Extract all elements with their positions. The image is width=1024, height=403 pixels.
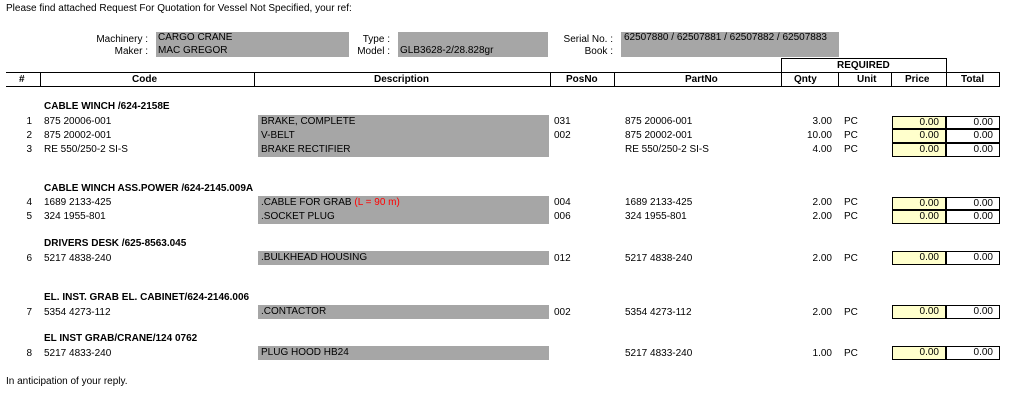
row-qnty: 2.00 <box>812 253 832 264</box>
row-posno: 002 <box>554 130 571 141</box>
row-qnty: 1.00 <box>812 348 832 359</box>
row-code: 875 20006-001 <box>44 116 112 127</box>
row-price-input[interactable]: 0.00 <box>892 116 946 129</box>
row-partno: 5217 4833-240 <box>625 348 693 359</box>
row-desc: .BULKHEAD HOUSING <box>261 252 368 263</box>
group-title: EL. INST. GRAB EL. CABINET/624-2146.006 <box>44 292 250 303</box>
row-total: 0.00 <box>946 346 1000 360</box>
row-price-input[interactable]: 0.00 <box>892 346 946 360</box>
machinery-field <box>156 32 349 44</box>
type-label: Type : <box>362 34 390 45</box>
col-divider-1 <box>40 72 41 87</box>
row-total: 0.00 <box>946 129 1000 143</box>
row-total: 0.00 <box>946 210 1000 224</box>
col-partno: PartNo <box>685 74 718 85</box>
row-total: 0.00 <box>946 251 1000 265</box>
row-qnty: 2.00 <box>812 307 832 318</box>
row-partno: 5217 4838-240 <box>625 253 693 264</box>
row-unit: PC <box>844 253 858 264</box>
outro-text: In anticipation of your reply. <box>6 376 128 387</box>
row-code: 1689 2133-425 <box>44 197 112 208</box>
row-price-input[interactable]: 0.00 <box>892 210 946 224</box>
row-desc-cell <box>258 251 549 265</box>
model-field <box>398 44 548 57</box>
row-total: 0.00 <box>946 305 1000 319</box>
row-num: 3 <box>26 144 32 155</box>
book-label: Book : <box>584 46 613 57</box>
row-code: 5217 4838-240 <box>44 253 112 264</box>
serial-field <box>621 32 839 44</box>
row-posno: 004 <box>554 197 571 208</box>
row-total: 0.00 <box>946 197 1000 210</box>
model-label: Model : <box>357 46 390 57</box>
row-num: 1 <box>26 116 32 127</box>
row-desc: .SOCKET PLUG <box>261 211 335 222</box>
col-num: # <box>19 74 25 85</box>
row-posno: 031 <box>554 116 571 127</box>
header-top-border <box>6 72 781 73</box>
row-desc-note: (L = 90 m) <box>354 197 400 208</box>
row-desc: .CABLE FOR GRAB <box>261 197 352 208</box>
row-desc-wrap <box>261 197 400 209</box>
row-num: 2 <box>26 130 32 141</box>
col-divider-4 <box>614 72 615 87</box>
col-divider-6 <box>891 72 892 87</box>
row-desc-cell <box>258 129 549 143</box>
row-unit: PC <box>844 307 858 318</box>
row-partno: 5354 4273-112 <box>625 307 692 318</box>
row-code: 5354 4273-112 <box>44 307 111 318</box>
row-unit: PC <box>844 144 858 155</box>
row-posno: 012 <box>554 253 571 264</box>
row-unit: PC <box>844 197 858 208</box>
col-unit: Unit <box>857 74 877 85</box>
group-title: CABLE WINCH ASS.POWER /624-2145.009A <box>44 183 254 194</box>
row-code: 5217 4833-240 <box>44 348 112 359</box>
row-partno: 324 1955-801 <box>625 211 687 222</box>
required-top-border <box>781 58 947 59</box>
col-total: Total <box>961 74 985 85</box>
row-price-input[interactable]: 0.00 <box>892 129 946 143</box>
row-desc: PLUG HOOD HB24 <box>261 347 349 358</box>
row-desc-cell <box>258 346 549 360</box>
row-desc: BRAKE RECTIFIER <box>261 144 351 155</box>
model-value: GLB3628-2/28.828gr <box>400 45 494 56</box>
row-qnty: 2.00 <box>812 211 832 222</box>
maker-field <box>156 44 349 57</box>
row-desc-cell <box>258 305 549 319</box>
serial-value: 62507880 / 62507881 / 62507882 / 62507883 <box>624 32 827 43</box>
book-field <box>621 44 839 57</box>
header-bottom-border <box>6 86 1000 87</box>
row-qnty: 10.00 <box>806 130 832 141</box>
header-top-border-total <box>946 72 1000 73</box>
row-price-input[interactable]: 0.00 <box>892 251 946 265</box>
col-posno: PosNo <box>566 74 598 85</box>
group-title: CABLE WINCH /624-2158E <box>44 101 170 112</box>
row-qnty: 3.00 <box>812 116 832 127</box>
row-price-input[interactable]: 0.00 <box>892 305 946 319</box>
required-header: REQUIRED <box>837 60 890 71</box>
row-posno: 006 <box>554 211 571 222</box>
row-code: 875 20002-001 <box>44 130 112 141</box>
row-price-input[interactable]: 0.00 <box>892 197 946 210</box>
col-divider-7 <box>999 72 1000 87</box>
row-desc-cell <box>258 115 549 129</box>
row-total: 0.00 <box>946 143 1000 157</box>
group-title: DRIVERS DESK /625-8563.045 <box>44 238 187 249</box>
row-partno: 875 20006-001 <box>625 116 693 127</box>
type-field <box>398 32 548 44</box>
row-desc: BRAKE, COMPLETE <box>261 116 356 127</box>
col-code: Code <box>132 74 157 85</box>
col-qnty: Qnty <box>794 74 817 85</box>
machinery-label: Machinery : <box>96 34 148 45</box>
row-num: 5 <box>26 211 32 222</box>
row-posno: 002 <box>554 307 571 318</box>
col-divider-2 <box>254 72 255 87</box>
row-unit: PC <box>844 130 858 141</box>
row-total: 0.00 <box>946 116 1000 129</box>
row-qnty: 2.00 <box>812 197 832 208</box>
intro-text: Please find attached Request For Quotation for Vessel Not Specified, your ref: <box>6 3 352 14</box>
row-num: 7 <box>26 307 32 318</box>
row-code: RE 550/250-2 SI-S <box>44 144 128 155</box>
row-desc: V-BELT <box>261 130 295 141</box>
col-description: Description <box>374 74 430 85</box>
row-num: 4 <box>26 197 32 208</box>
maker-label: Maker : <box>114 46 148 57</box>
row-price-input[interactable]: 0.00 <box>892 143 946 157</box>
row-desc: .CONTACTOR <box>261 306 327 317</box>
row-unit: PC <box>844 116 858 127</box>
row-partno: 1689 2133-425 <box>625 197 693 208</box>
row-qnty: 4.00 <box>812 144 832 155</box>
col-divider-5 <box>838 72 839 87</box>
row-desc-cell <box>258 210 549 224</box>
maker-value: MAC GREGOR <box>158 45 228 56</box>
machinery-value: CARGO CRANE <box>158 32 233 43</box>
serial-label: Serial No. : <box>563 34 613 45</box>
row-desc-cell <box>258 143 549 157</box>
row-unit: PC <box>844 348 858 359</box>
row-unit: PC <box>844 211 858 222</box>
required-bottom-border <box>781 72 947 73</box>
col-price: Price <box>905 74 930 85</box>
col-divider-3 <box>550 72 551 87</box>
group-title: EL INST GRAB/CRANE/124 0762 <box>44 333 198 344</box>
row-code: 324 1955-801 <box>44 211 106 222</box>
row-partno: RE 550/250-2 SI-S <box>625 144 709 155</box>
row-num: 8 <box>26 348 32 359</box>
row-partno: 875 20002-001 <box>625 130 693 141</box>
row-num: 6 <box>26 253 32 264</box>
row-desc-cell <box>258 196 549 210</box>
